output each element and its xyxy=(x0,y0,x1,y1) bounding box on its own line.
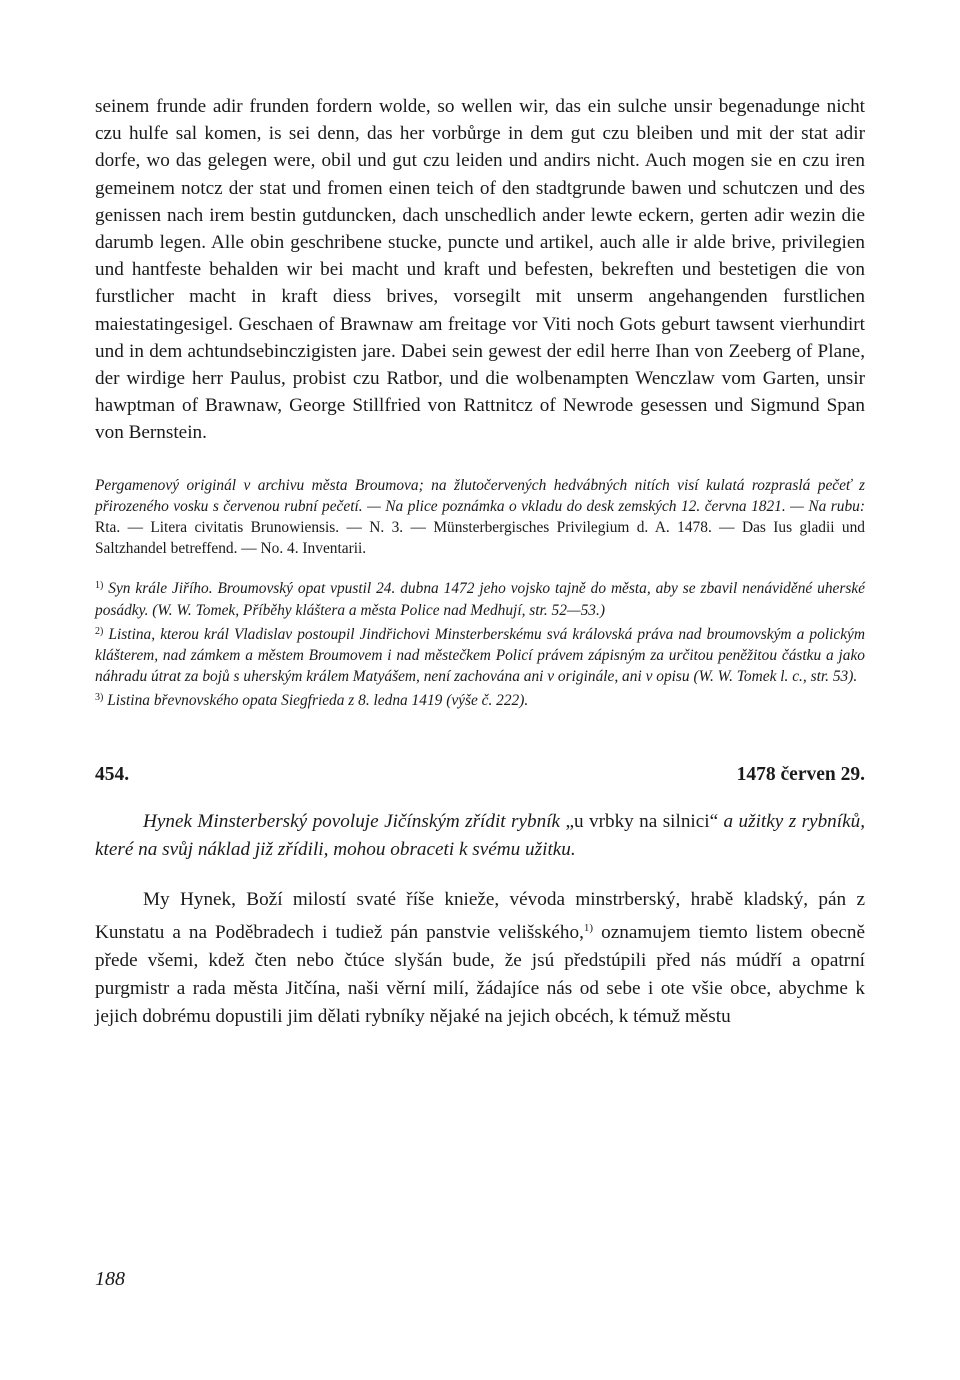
archival-note-roman: Rta. — Litera civitatis Brunowiensis. — N. 3. — Münsterbergisches Privilegium d. A. 1478. — Das Ius gladii und Saltzhandel betreffend. — No. 4. Inventarii. xyxy=(95,519,865,558)
charter-body xyxy=(95,886,865,1031)
regest xyxy=(95,808,865,864)
footnote xyxy=(95,687,865,711)
continued-charter-text: seinem frunde adir frunden fordern wolde, so wellen wir, das ein sulche unsir begenadunge nicht czu hulfe sal komen, is sei denn, das her vorbůrge in dem gut czu bleiben und mit der stat adir dorfe, wo das gelegen were, obil und gut czu leiden und andirs nicht. Auch mogen sie en czu iren gemeinem notcz der stat und fromen einen teich of den stadtgrunde bawen und schutczen und des genissen nach irem bestin gutduncken, dach unschedlich ander lewte eckern, gerten adir wezin die darumb legen. Alle obin geschribene stucke, puncte und artikel, auch alle ir alde brive, privilegien und hantfeste behalden wir bei macht und kraft und befesten, bekreften und bestetigen die von furstlicher macht in kraft diess brives, vorsegilt mit unserm angehangenden furstlichen maiestatingesigel. Geschaen of Brawnaw am freitage vor Viti noch Gots geburt tawsent vierhundirt und in dem achtundsebinczigisten jare. Dabei sein gewest der edil herre Ihan von Zeeberg of Plane, der wirdige herr Paulus, probist czu Ratbor, und die wolbenampten Wenczlaw vom Garten, unsir hawptman of Brawnaw, George Stillfried von Rattnitcz of Newrode gesessen und Sigmund Span von Bernstein. xyxy=(95,96,865,444)
footnotes xyxy=(95,575,865,711)
charter-body-start: My Hynek, Boží milostí svaté říše knieže, vévoda minstrberský, hrabě kladský, pán z Kunstatu a na Poděbradech i tudiež pán panstvie velišského, xyxy=(95,888,865,943)
footnote-text: Syn krále Jiřího. Broumovský opat vpustil 24. dubna 1472 jeho vojsko tajně do města, aby se zbavil nenáviděné uherské posádky. (W. W. Tomek, Příběhy kláštera a města Police nad Medhují, str. 52—53.) xyxy=(95,580,865,619)
document-number: 454. xyxy=(95,763,130,785)
document-date: 1478 červen 29. xyxy=(736,763,865,785)
footnote xyxy=(95,575,865,620)
regest-before: Hynek Minsterberský povoluje Jičínským zřídit rybník xyxy=(143,810,566,832)
footnote xyxy=(95,621,865,688)
footnote-mark: 3) xyxy=(95,692,104,704)
footnote-text: Listina břevnovského opata Siegfrieda z 8. ledna 1419 (výše č. 222). xyxy=(107,692,529,710)
footnote-text: Listina, kterou král Vladislav postoupil Jindřichovi Minsterberskému svá královská práva nad broumovským a polickým klášterem, nad zámkem a městem Broumovem i nad městečkem Policí právem zápisným za určitou peněžitou částku a jako náhradu útrat za bojů s uherským králem Matyášem, není zachována ani v originále, ani v opisu (W. W. Tomek l. c., str. 53). xyxy=(95,625,865,686)
document-heading xyxy=(95,764,865,786)
footnote-reference: 1) xyxy=(583,921,594,934)
page-number: 188 xyxy=(95,1268,125,1290)
footnote-mark: 1) xyxy=(95,580,104,592)
document-page xyxy=(95,93,865,1050)
archival-note xyxy=(95,475,865,560)
archival-note-italic: Pergamenový originál v archivu města Broumova; na žlutočervených hedvábných nitích visí kulatá rozpraslá pečeť z přirozeného vosku s červenou rubní pečetí. — Na plice poznámka o vkladu do desk zemských 12. června 1821. — Na rubu: xyxy=(95,476,865,515)
charter-body-continued: oznamujem tiemto listem obecně přede všemi, kdež čten nebo čtúce slyšán bude, že jsú předstúpili před nás múdří a opatrní purgmistr a rada města Jitčína, naši věrní milí, žádajíce nás od sebe i ote všie obce, abychme k jejich dobrému dopustili jim dělati rybníky nějaké na jejich obcéch, k témuž městu xyxy=(95,921,865,1027)
footnote-mark: 2) xyxy=(95,625,104,637)
regest-quote: „u vrbky na silnici“ xyxy=(565,810,719,832)
source-notes xyxy=(95,475,865,712)
regest-after: a užitky z rybníků, které na svůj náklad již zřídili, mohou obraceti k svému užitku. xyxy=(95,810,865,860)
